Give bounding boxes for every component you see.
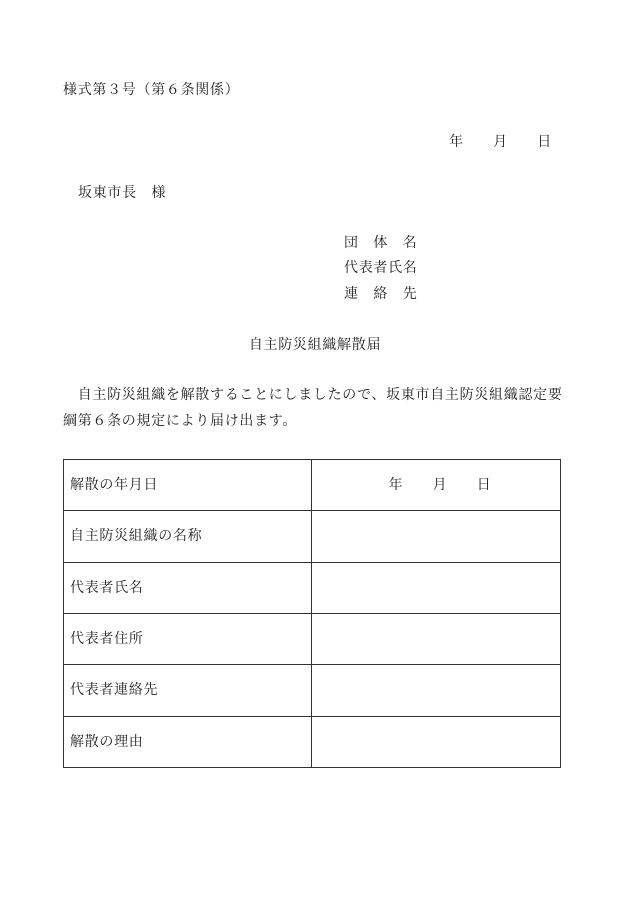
table-row: [64, 716, 561, 767]
organization-name-cell: [312, 511, 561, 562]
table-label-cell: 解散の理由: [64, 716, 312, 767]
form-number: 様式第３号（第６条関係）: [63, 82, 240, 98]
table-label-cell: 代表者住所: [64, 613, 312, 664]
representative-contact-cell: [312, 665, 561, 716]
dissolution-reason-cell: [312, 716, 561, 767]
table-label-cell: 解散の年月日: [64, 460, 312, 511]
dissolution-date-cell: 年 月 日: [312, 460, 561, 511]
table-label-cell: 自主防災組織の名称: [64, 511, 312, 562]
table-row: [64, 562, 561, 613]
table-label-cell: 代表者連絡先: [64, 665, 312, 716]
addressee: 坂東市長 様: [78, 185, 167, 201]
table-row: [64, 613, 561, 664]
representative-name-cell: [312, 562, 561, 613]
representative-address-cell: [312, 613, 561, 664]
contact-label: 連 絡 先: [344, 286, 418, 302]
submission-date-line: 年 月 日: [449, 134, 552, 150]
body-text-line: 綱第６条の規定により届け出ます。: [63, 413, 298, 429]
body-text-line: 自主防災組織を解散することにしましたので、坂東市自主防災組織認定要: [63, 387, 563, 403]
group-name-label: 団 体 名: [344, 235, 418, 251]
table-row: [64, 511, 561, 562]
table-row: [64, 665, 561, 716]
representative-name-label: 代表者氏名: [344, 260, 418, 276]
table-label-cell: 代表者氏名: [64, 562, 312, 613]
document-title: 自主防災組織解散届: [248, 337, 382, 353]
dissolution-detail-table: [63, 459, 561, 768]
table-row: [64, 460, 561, 511]
